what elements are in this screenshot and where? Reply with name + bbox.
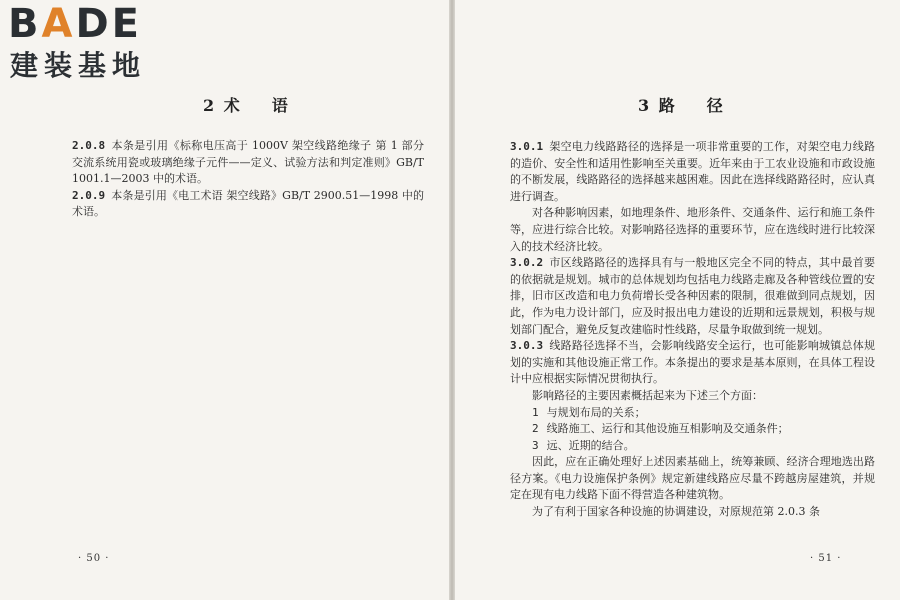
logo-chinese-name: 建装基地 — [10, 49, 147, 82]
clause-2-0-8: 2.0.8 本条是引用《标称电压高于 1000V 架空线路绝缘子 第 1 部分 交流系统用瓷或玻璃绝缘子元件——定义、试验方法和判定准则》GB/T 1001.1—2003 中的术语。 — [72, 139, 424, 186]
left-page — [0, 0, 449, 600]
left-page-body — [72, 138, 424, 221]
clause-3-0-3: 3.0.3 线路路径选择不当，会影响线路安全运行，也可能影响城镇总体规划的实施和其他设施正常工作。本条提出的要求是基本原则，在具体工程设计中应根据实际情况贯彻执行。 — [510, 339, 875, 386]
page-number: · 50 · — [78, 553, 110, 564]
paragraph: 因此，应在正确处理好上述因素基础上，统筹兼顾、经济合理地选出路径方案。《电力设施保护条例》规定新建线路应尽量不跨越房屋建筑，并规定在现有电力线路下面不得营造各种建筑物。 — [510, 455, 875, 502]
paragraph: 影响路径的主要因素概括起来为下述三个方面： — [532, 388, 763, 402]
paragraph: 对各种影响因素，如地理条件、地形条件、交通条件、运行和施工条件等，应进行综合比较。对影响路径选择的重要环节，应在选线时进行比较深入的技术经济比较。 — [510, 206, 875, 253]
page-number: · 51 · — [810, 553, 842, 564]
list-item: 1 与规划布局的关系； — [532, 405, 646, 419]
list-item: 3 远、近期的结合。 — [532, 438, 635, 452]
list-item: 2 线路施工、运行和其他设施互相影响及交通条件； — [532, 422, 789, 436]
clause-3-0-1: 3.0.1 架空电力线路路径的选择是一项非常重要的工作，对架空电力线路的造价、安全性和适用性影响至关重要。近年来由于工农业设施和市政设施的不断发展，线路路径的选择越来越困难。因此在选择线路路径时，应认真进行调查。 — [510, 140, 875, 203]
bade-logo — [8, 1, 178, 86]
clause-3-0-2: 3.0.2 市区线路路径的选择具有与一般地区完全不同的特点，其中最首要的依据就是规划。城市的总体规划均包括电力线路走廊及各种管线位置的安排，旧市区改造和电力负荷增长受各种因素的限制，很难做到同点规划，因此，作为电力设计部门，应及时报出电力建设的近期和远景规划，积极与规划部门配合，避免反复改建临时性线路，尽量争取做到统一规划。 — [510, 256, 875, 336]
chapter-heading: 3 路 径 — [638, 96, 725, 115]
logo-wordmark: BADE — [8, 1, 142, 47]
right-page — [455, 0, 900, 600]
right-page-body — [510, 139, 875, 521]
chapter-heading: 2 术 语 — [203, 96, 290, 115]
paragraph: 为了有利于国家各种设施的协调建设，对原规范第 2.0.3 条 — [532, 505, 820, 519]
clause-2-0-9: 2.0.9 本条是引用《电工术语 架空线路》GB/T 2900.51—1998 中的术语。 — [72, 188, 424, 219]
